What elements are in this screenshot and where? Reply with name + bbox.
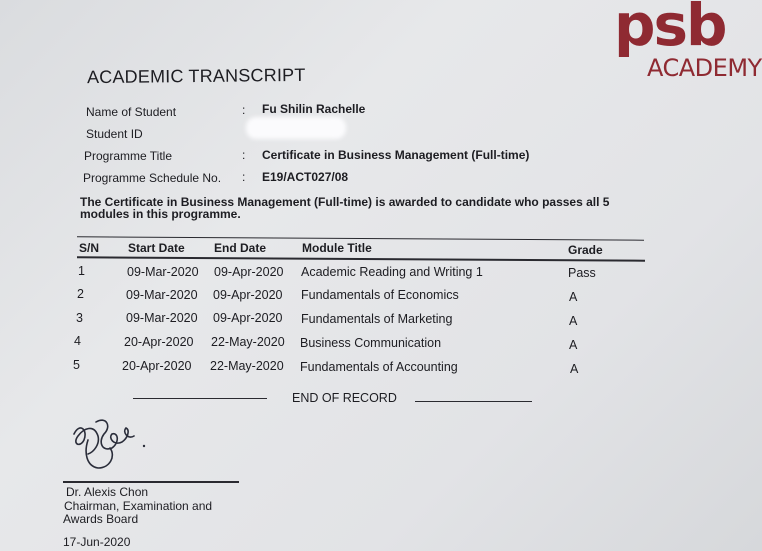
signatory-role: Chairman, Examination and [64,499,213,513]
row-sn: 1 [78,264,85,278]
row-sn: 2 [77,287,84,301]
signature-line [63,481,239,483]
row-module-title: Business Communication [300,336,442,350]
schedule-label: Programme Schedule No. [83,171,222,185]
row-start-date: 09-Mar-2020 [127,265,199,279]
award-statement-line1: The Certificate in Business Management (Full-time) is awarded to candidate who passes all 5 [80,195,610,209]
row-grade: A [569,314,578,328]
row-end-date: 09-Apr-2020 [213,311,283,325]
row-start-date: 09-Mar-2020 [126,288,198,302]
academy-logo-text: ACADEMY [647,54,762,82]
row-end-date: 09-Apr-2020 [214,265,284,279]
row-start-date: 09-Mar-2020 [126,311,198,325]
row-grade: A [569,290,578,304]
end-rule-right [415,401,532,402]
header-start-date: Start Date [128,241,185,255]
programme-title-label: Programme Title [84,149,173,163]
row-module-title: Fundamentals of Marketing [301,312,453,326]
signatory-role-line2: Awards Board [63,512,139,526]
row-end-date: 09-Apr-2020 [213,288,283,302]
row-module-title: Fundamentals of Accounting [300,360,458,374]
colon: : [242,148,246,162]
header-sn: S/N [79,241,100,255]
row-grade: A [569,338,578,352]
row-sn: 3 [76,311,83,325]
programme-title-value: Certificate in Business Management (Full-time) [262,148,530,162]
student-id-label: Student ID [86,127,143,141]
signature-image [66,412,162,474]
row-start-date: 20-Apr-2020 [122,359,192,373]
name-label: Name of Student [86,105,177,119]
page-title: ACADEMIC TRANSCRIPT [86,64,306,88]
issue-date: 17-Jun-2020 [63,535,131,549]
row-sn: 5 [73,358,80,372]
schedule-value: E19/ACT027/08 [262,170,349,184]
header-module-title: Module Title [302,241,372,255]
header-end-date: End Date [214,241,267,255]
row-start-date: 20-Apr-2020 [124,335,194,349]
colon: : [242,103,246,117]
end-rule-left [133,398,267,399]
award-statement-line2: modules in this programme. [80,207,241,221]
row-end-date: 22-May-2020 [211,335,285,349]
row-grade: A [570,362,579,376]
signatory-name: Dr. Alexis Chon [66,485,149,499]
redacted-student-id [246,117,346,139]
header-grade: Grade [568,243,603,257]
colon: : [242,170,246,184]
table-header-rule [77,256,645,261]
row-end-date: 22-May-2020 [210,359,284,373]
row-module-title: Academic Reading and Writing 1 [301,265,483,279]
row-sn: 4 [74,334,81,348]
row-grade: Pass [568,266,596,280]
row-module-title: Fundamentals of Economics [301,288,459,302]
psb-logo: psb [614,0,726,59]
end-of-record: END OF RECORD [292,391,397,405]
name-value: Fu Shilin Rachelle [262,102,366,116]
